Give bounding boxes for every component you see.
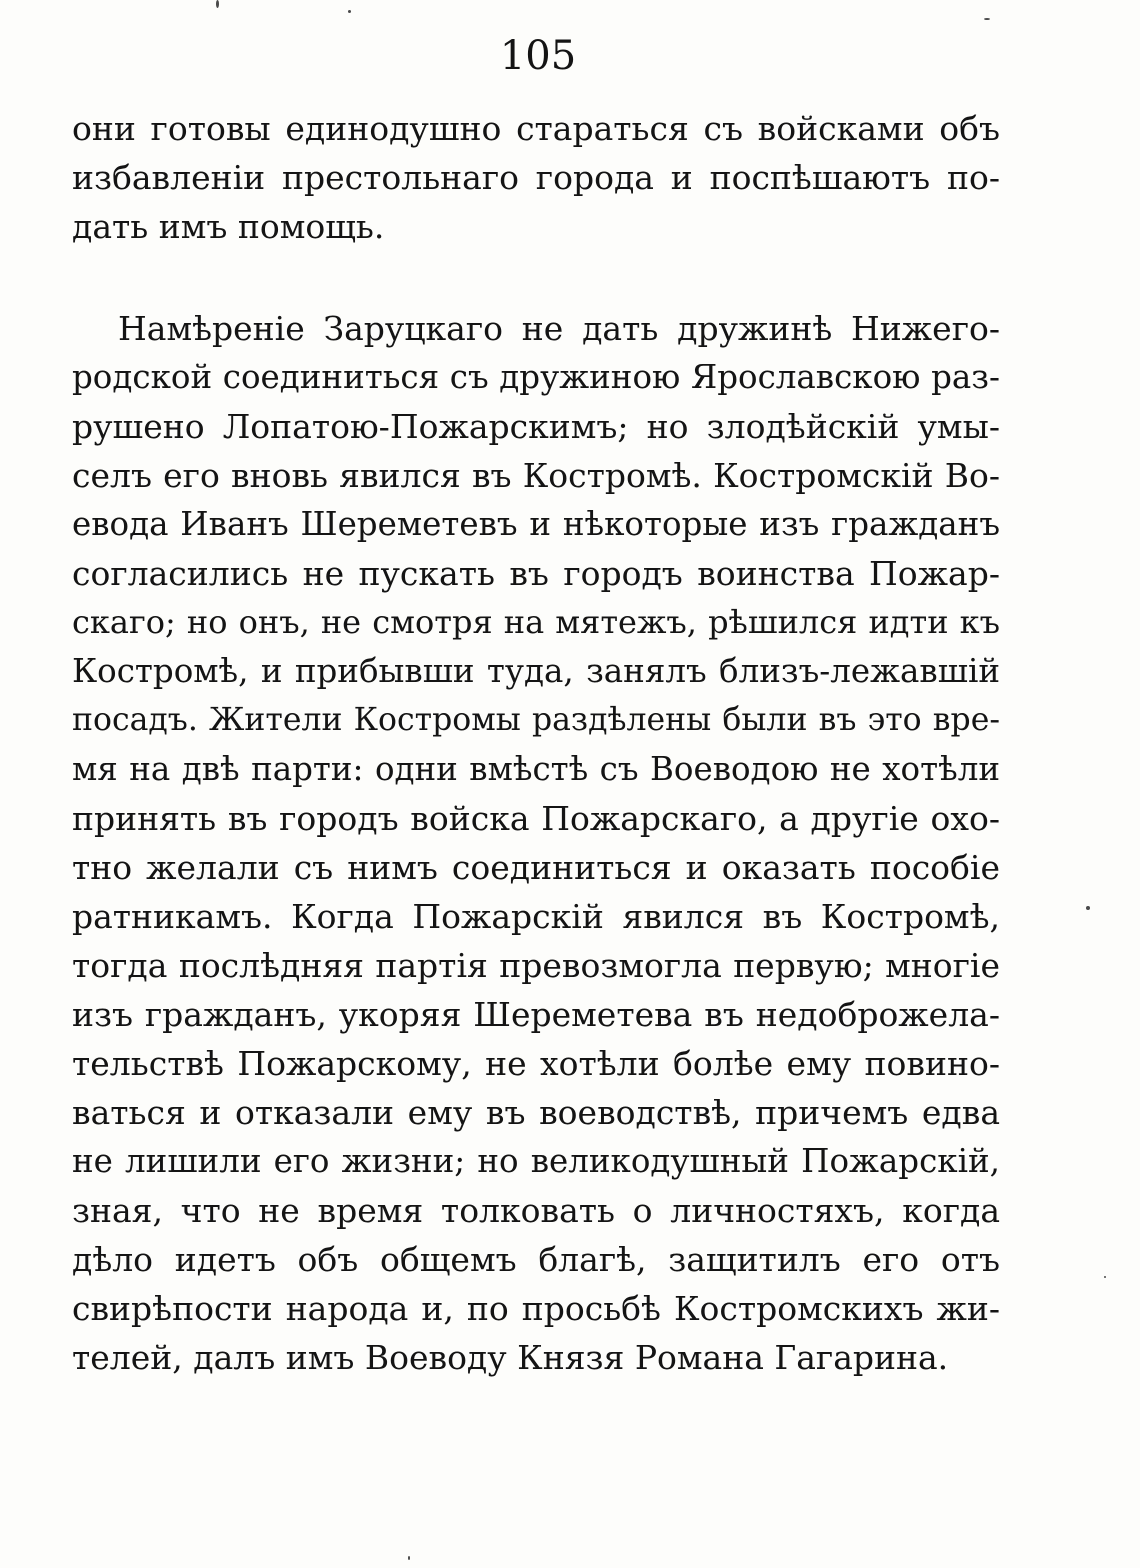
text-line: они готовы единодушно стараться съ войсками объ <box>72 109 1000 148</box>
text-line: посадъ. Жители Костромы раздѣлены были въ это вре- <box>72 702 1000 738</box>
text-line: согласились не пускать въ городъ воинства Пожар- <box>72 554 1000 593</box>
text-line: избавленіи престольнаго города и поспѣшаютъ по- <box>72 158 1000 197</box>
text-line: Костромѣ, и прибывши туда, занялъ близъ-лежавшій <box>72 652 1000 690</box>
text-line: скаго; но онъ, не смотря на мятежъ, рѣшился идти къ <box>72 603 1000 641</box>
text-line: зная, что не время толковать о личностяхъ, когда <box>72 1191 1000 1230</box>
text-line: ваться и отказали ему въ воеводствѣ, причемъ едва <box>72 1093 1000 1132</box>
text-line: тно желали съ нимъ соединиться и оказать пособіе <box>72 848 1000 887</box>
text-line: дать имъ помощь. <box>72 207 385 246</box>
scan-speck <box>408 1556 410 1560</box>
text-line: принять въ городъ войска Пожарскаго, а другіе охо- <box>72 799 1000 838</box>
text-line: родской соединиться съ дружиною Ярославскою раз- <box>72 358 1000 396</box>
scan-speck <box>216 0 219 8</box>
text-line: ратникамъ. Когда Пожарскій явился въ Костромѣ, <box>72 897 1000 936</box>
scan-speck <box>348 10 351 13</box>
text-line: изъ гражданъ, укоряя Шереметева въ недоброжела- <box>72 995 1000 1034</box>
text-line: тельствѣ Пожарскому, не хотѣли болѣе ему повино- <box>72 1044 1000 1083</box>
text-line: дѣло идетъ объ общемъ благѣ, защитилъ его отъ <box>72 1240 1000 1279</box>
text-line: евода Иванъ Шереметевъ и нѣкоторые изъ гражданъ <box>72 505 1000 543</box>
text-line: рушено Лопатою-Пожарскимъ; но злодѣйскій умы- <box>72 407 1000 446</box>
text-line: мя на двѣ парти: одни вмѣстѣ съ Воеводою не хотѣли <box>72 750 1000 788</box>
text-line: телей, далъ имъ Воеводу Князя Романа Гагарина. <box>72 1338 949 1377</box>
text-line: селъ его вновь явился въ Костромѣ. Костромскій Во- <box>72 456 1000 495</box>
scan-speck <box>1086 906 1090 910</box>
text-line: Намѣреніе Заруцкаго не дать дружинѣ Нижего- <box>118 309 1000 348</box>
text-line: не лишили его жизни; но великодушный Пожарскій, <box>72 1142 1000 1180</box>
page-number: 105 <box>499 33 577 79</box>
paragraph-2 <box>72 304 1000 1382</box>
text-line: свирѣпости народа и, по просьбѣ Костромскихъ жи- <box>72 1289 1000 1328</box>
scan-speck <box>984 18 990 20</box>
scan-speck <box>1104 1276 1106 1278</box>
text-line: тогда послѣдняя партія превозмогла первую; многіе <box>72 946 1000 985</box>
paragraph-1 <box>72 104 1000 251</box>
